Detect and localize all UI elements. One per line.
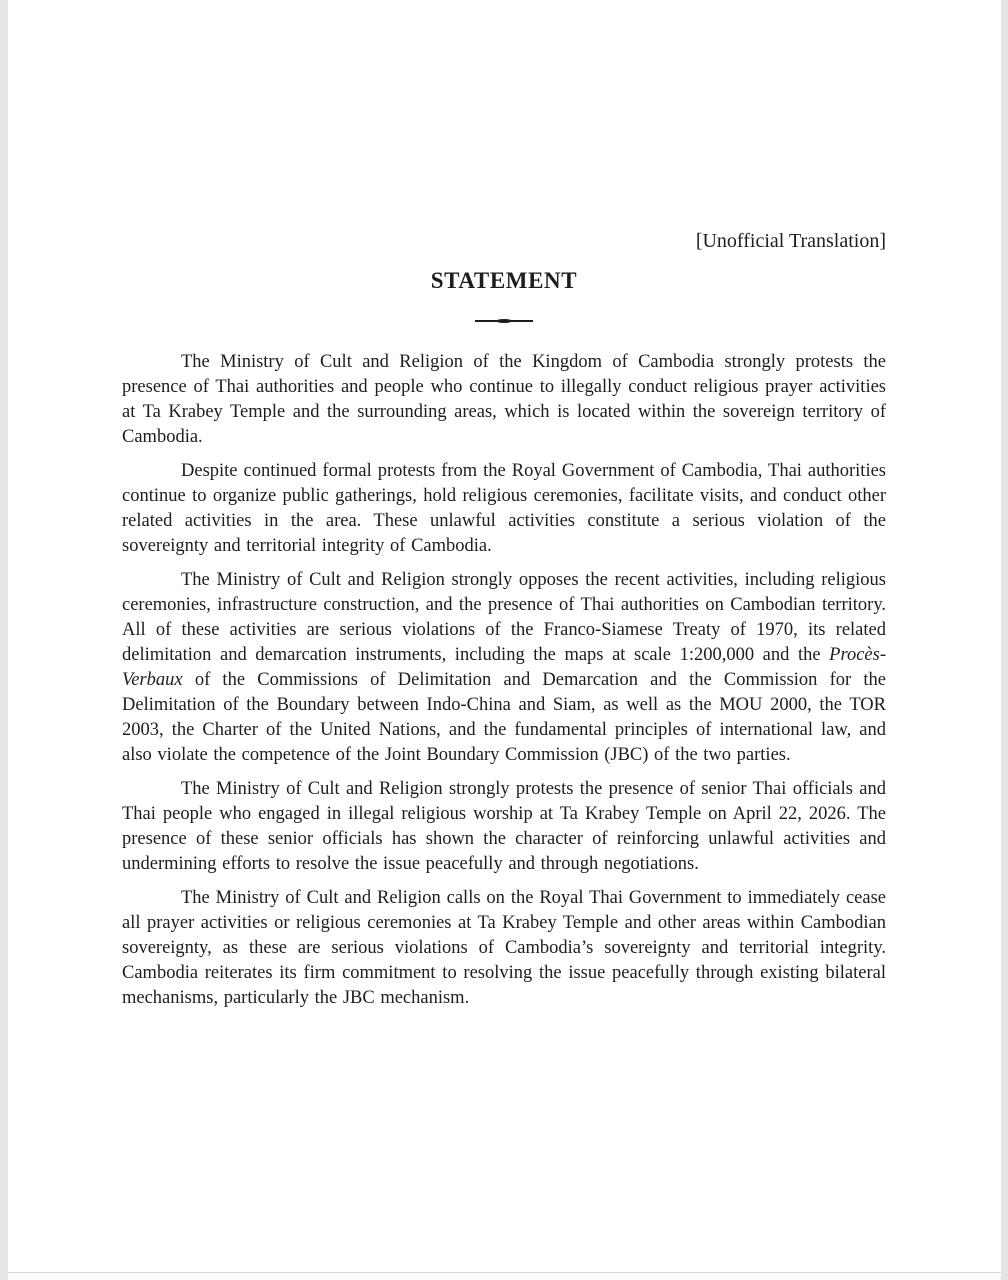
next-page-edge [8, 1273, 1001, 1280]
text-run: Despite continued formal protests from the Royal Government of Cambodia, Thai authorities continue to organize public gatherings, hold religious ceremonies, facilitate visits, and conduct other related activities in the area. These unlawful activities constitute a serious violation of the sovereignty and territorial integrity of Cambodia. [122, 461, 886, 556]
text-run: The Ministry of Cult and Religion of the Kingdom of Cambodia strongly protests the presence of Thai authorities and people who continue to illegally conduct religious prayer activities at Ta Krabey Temple and the surrounding areas, which is located within the sovereign territory of Cambodia. [122, 352, 886, 447]
document-body [122, 350, 886, 1011]
text-run: The Ministry of Cult and Religion strongly protests the presence of senior Thai officials and Thai people who engaged in illegal religious worship at Ta Krabey Temple on April 22, 2026. The presence of these senior officials has shown the character of reinforcing unlawful activities and undermining efforts to resolve the issue peacefully and through negotiations. [122, 779, 886, 874]
paragraph [122, 568, 886, 768]
paragraph [122, 459, 886, 559]
title-divider-ornament [475, 318, 533, 323]
text-run: The Ministry of Cult and Religion strongly opposes the recent activities, including religious ceremonies, infrastructure construction, and the presence of Thai authorities on Cambodian territory. All of these activities are serious violations of the Franco-Siamese Treaty of 1970, its related delimitation and demarcation instruments, including the maps at scale 1:200,000 and the [122, 570, 886, 665]
text-run: of the Commissions of Delimitation and Demarcation and the Commission for the Delimitation of the Boundary between Indo-China and Siam, as well as the MOU 2000, the TOR 2003, the Charter of the United Nations, and the fundamental principles of international law, and also violate the competence of the Joint Boundary Commission (JBC) of the two parties. [122, 670, 886, 765]
text-run: The Ministry of Cult and Religion calls on the Royal Thai Government to immediately cease all prayer activities or religious ceremonies at Ta Krabey Temple and other areas within Cambodian sovereignty, as these are serious violations of Cambodia’s sovereignty and territorial integrity. Cambodia reiterates its firm commitment to resolving the issue peacefully through existing bilateral mechanisms, particularly the JBC mechanism. [122, 888, 886, 1008]
paragraph [122, 350, 886, 450]
page-content [8, 0, 1001, 1272]
paragraph [122, 777, 886, 877]
italic-text-run: Procès-Verbaux [122, 645, 886, 690]
document-title: STATEMENT [430, 268, 578, 293]
document-page [8, 0, 1001, 1272]
paragraph [122, 886, 886, 1011]
unofficial-translation-note: [Unofficial Translation] [695, 230, 886, 252]
